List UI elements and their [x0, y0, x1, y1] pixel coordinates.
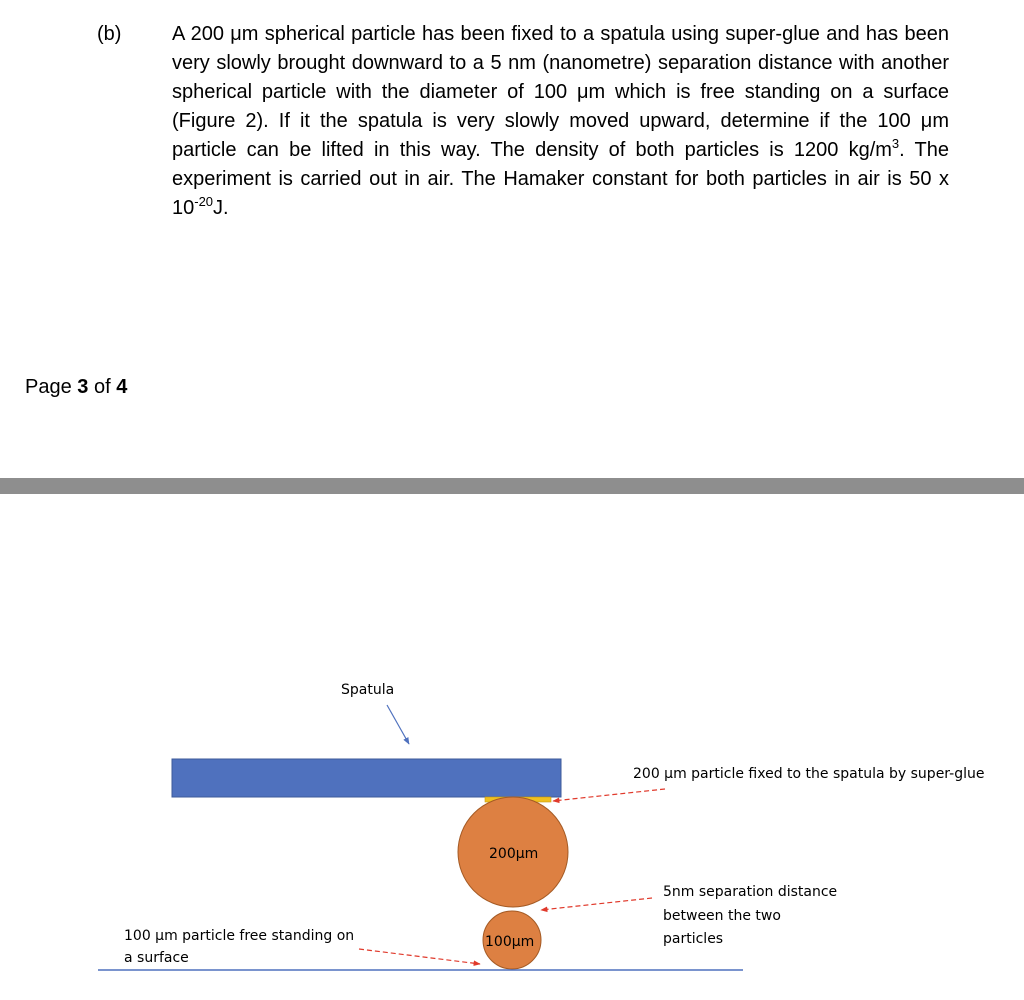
- surface-arrow: [359, 949, 480, 964]
- glue-arrow: [553, 789, 665, 801]
- spatula-label: Spatula: [341, 682, 395, 698]
- spatula-arrow: [387, 705, 409, 744]
- density-exponent: 3: [891, 136, 900, 151]
- question-text-part-2: . The experiment is carried out in air. The Hamaker constant for both particles in air is 50 x 10: [172, 139, 949, 219]
- small-particle-label: 100μm: [485, 934, 535, 950]
- glue-note: 200 μm particle fixed to the spatula by super-glue: [633, 766, 985, 782]
- separation-note-line-2: between the two: [663, 908, 781, 924]
- page-divider: [0, 478, 1024, 494]
- current-page: 3: [77, 376, 89, 398]
- question-text-part-3: J.: [213, 197, 229, 219]
- separation-note-line-1: 5nm separation distance: [663, 884, 838, 900]
- question-text-part-1: A 200 μm spherical particle has been fixed to a spatula using super-glue and has been very slowly brought downward to a 5 nm (nanometre) separation distance with another spherical particle with the diameter of 100 μm which is free standing on a surface (Figure 2). If it the spatula is very slowly moved upward, determine if the 100 μm particle can be lifted in this way. The density of both particles is 1200 kg/m: [172, 23, 949, 161]
- spatula-bar: [172, 759, 561, 797]
- surface-note-line-2: a surface: [124, 950, 189, 966]
- large-particle-label: 200μm: [489, 846, 539, 862]
- separation-note-line-3: particles: [663, 931, 724, 947]
- total-pages: 4: [116, 376, 128, 398]
- page-of: of: [88, 376, 117, 398]
- separation-arrow: [541, 898, 652, 910]
- surface-note-line-1: 100 μm particle free standing on: [124, 928, 355, 944]
- page-prefix: Page: [25, 376, 78, 398]
- figure-2: [0, 494, 1024, 1000]
- page-indicator: [25, 376, 127, 399]
- figure-svg: [0, 494, 1024, 1000]
- question-text: [172, 20, 949, 223]
- hamaker-exponent: -20: [194, 194, 214, 209]
- question-label: (b): [97, 23, 122, 45]
